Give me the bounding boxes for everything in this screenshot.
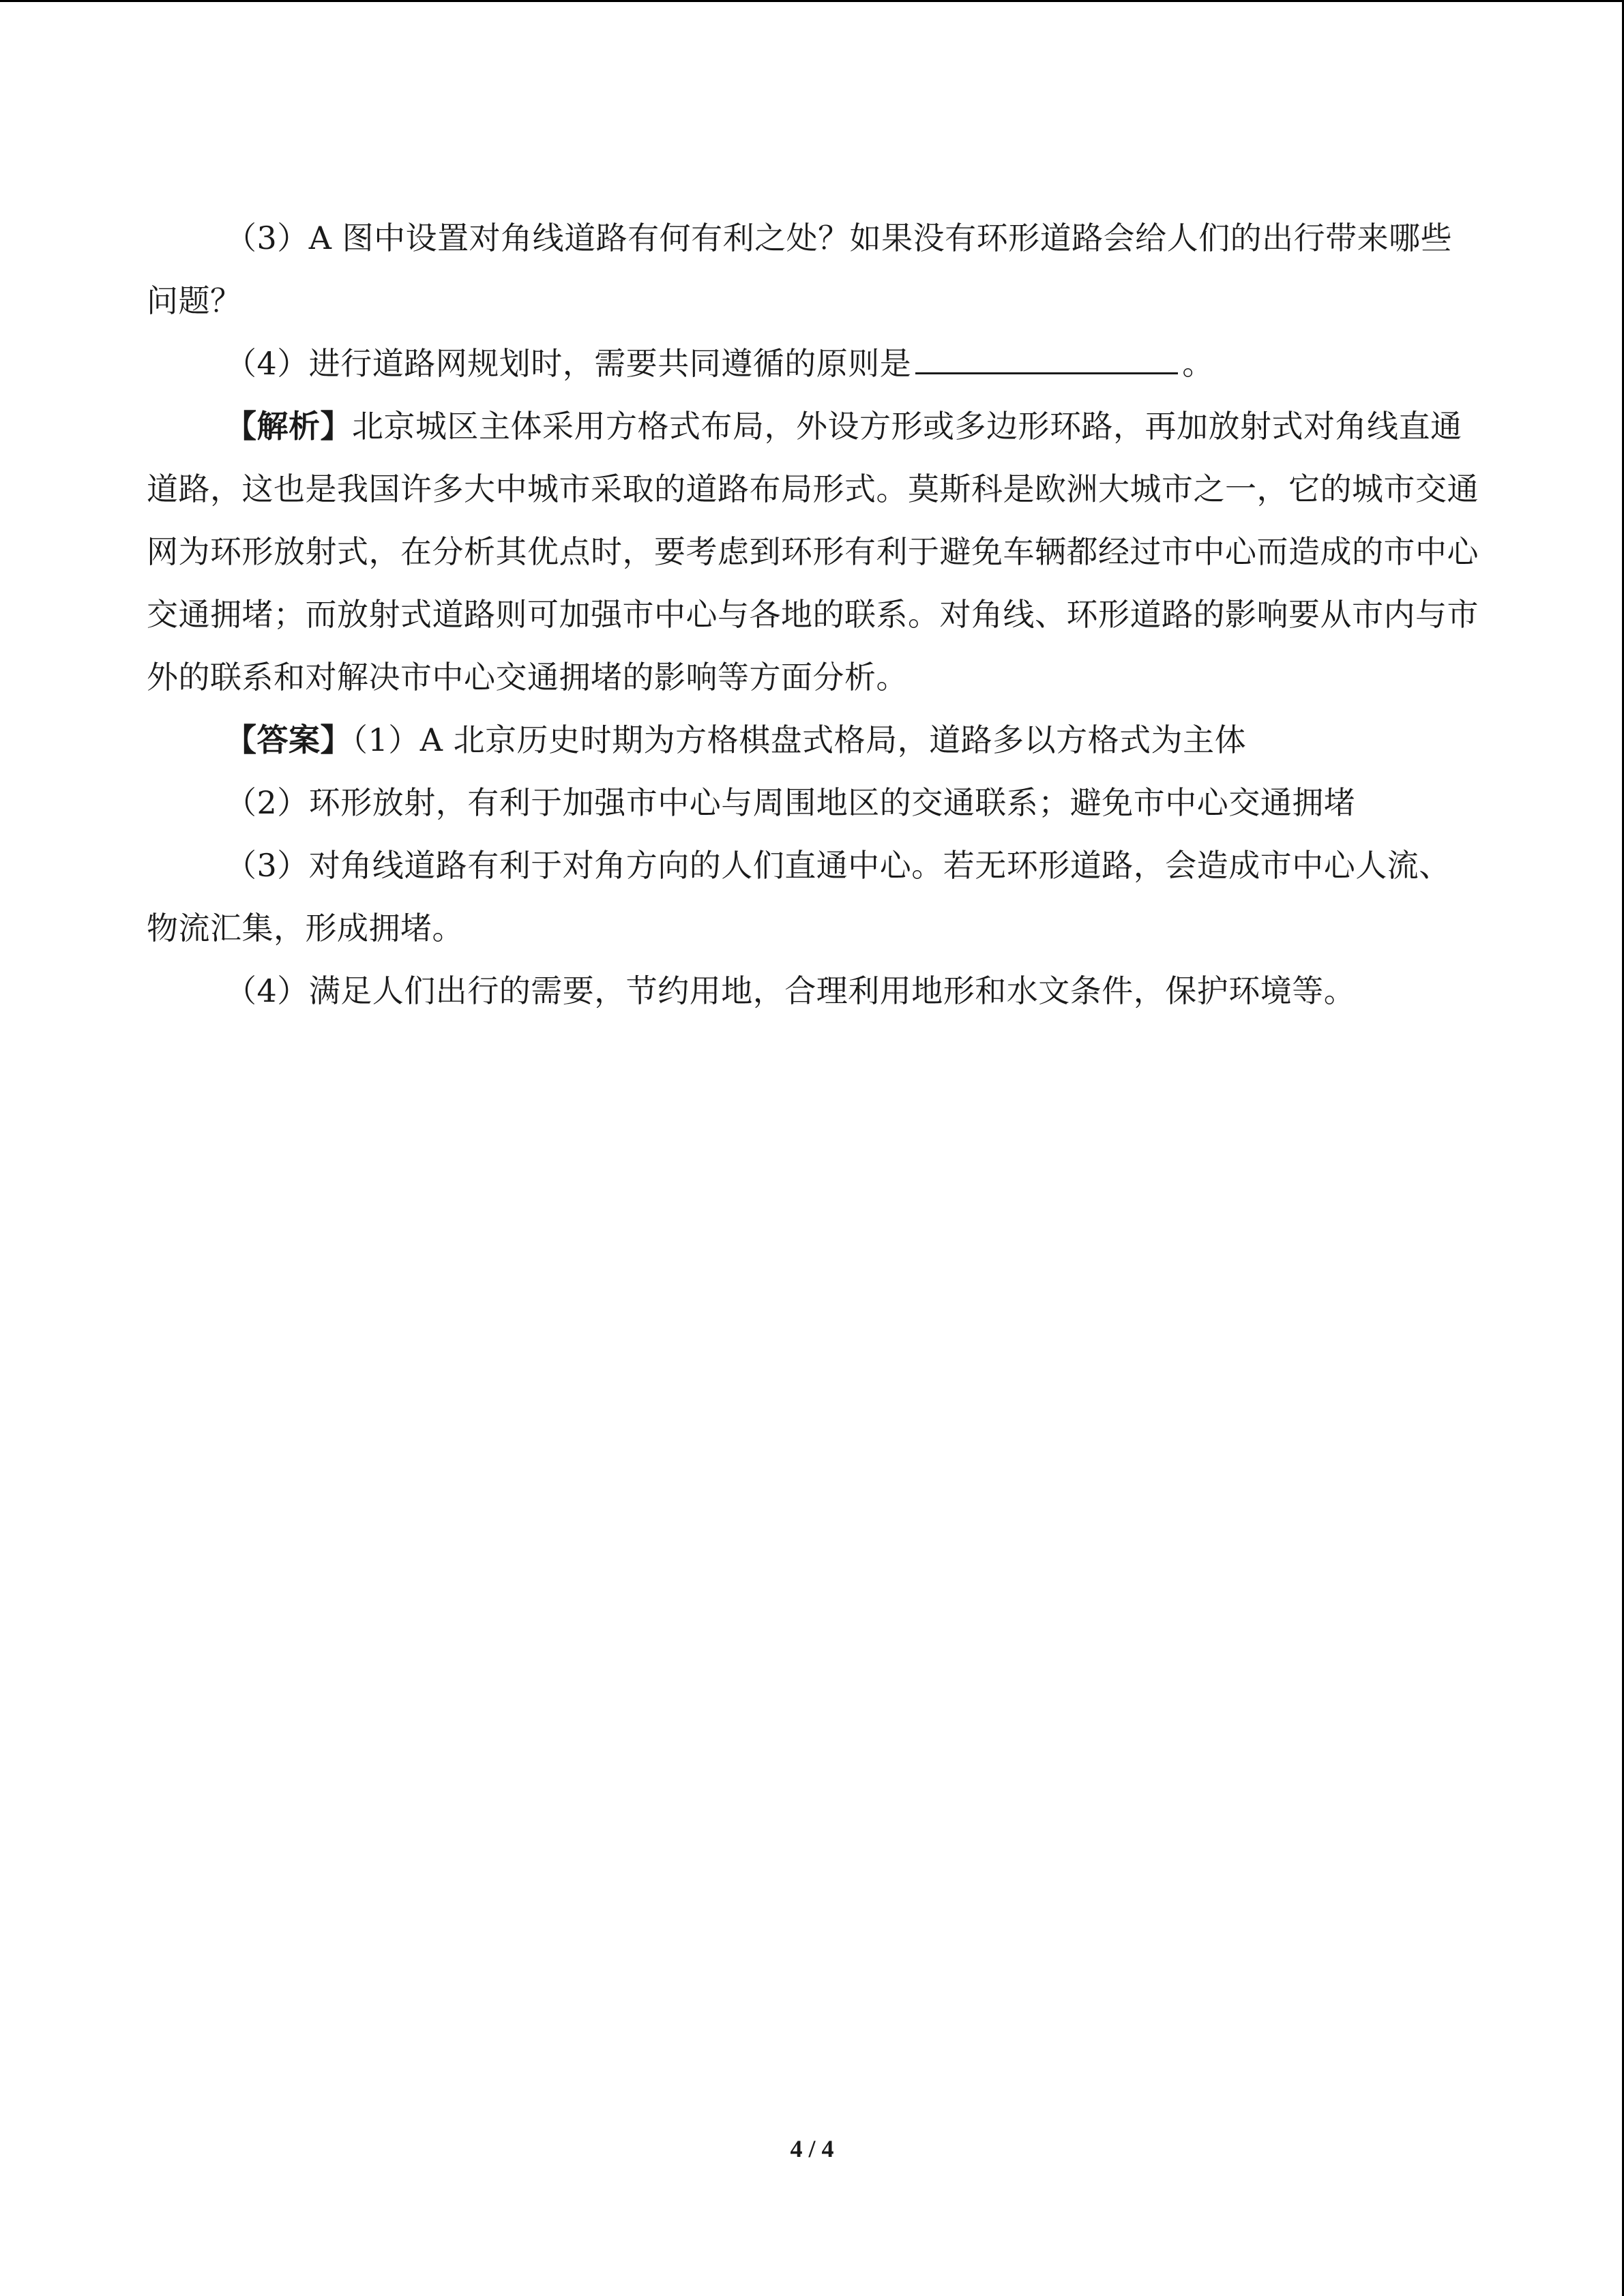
answer-4-text: （4）满足人们出行的需要，节约用地，合理利用地形和水文条件，保护环境等。 xyxy=(225,972,1356,1009)
answer-blank xyxy=(915,345,1178,374)
page-number: 4 / 4 xyxy=(790,2135,834,2162)
answer-3 xyxy=(147,834,1480,959)
answer-label: 【答案】 xyxy=(225,721,352,758)
document-body xyxy=(147,207,1480,1022)
question-3 xyxy=(147,207,1480,332)
analysis-text: 北京城区主体采用方格式布局，外设方形或多边形环路，再加放射式对角线直通道路，这也是我国许多大中城市采取的道路布局形式。莫斯科是欧洲大城市之一，它的城市交通网为环形放射式，在分析其优点时，要考虑到环形有利于避免车辆都经过市中心而造成的市中心交通拥堵；而放射式道路则可加强市中心与各地的联系。对角线、环形道路的影响要从市内与市外的联系和对解决市中心交通拥堵的影响等方面分析。 xyxy=(147,408,1479,696)
answer-2-text: （2）环形放射，有利于加强市中心与周围地区的交通联系；避免市中心交通拥堵 xyxy=(225,784,1356,821)
answer-4 xyxy=(147,959,1480,1022)
question-3-text: （3）A 图中设置对角线道路有何有利之处？如果没有环形道路会给人们的出行带来哪些问题？ xyxy=(147,220,1453,319)
question-4-text: （4）进行道路网规划时，需要共同遵循的原则是 xyxy=(225,345,912,382)
analysis-label: 【解析】 xyxy=(225,408,352,445)
answer-2 xyxy=(147,771,1480,834)
answer-3-text: （3）对角线道路有利于对角方向的人们直通中心。若无环形道路，会造成市中心人流、物流汇集，形成拥堵。 xyxy=(147,847,1451,946)
answer-1 xyxy=(147,709,1480,771)
question-4 xyxy=(147,332,1480,395)
analysis-paragraph xyxy=(147,395,1480,709)
question-4-end: 。 xyxy=(1182,345,1214,382)
answer-1-text: （1）A 北京历史时期为方格棋盘式格局，道路多以方格式为主体 xyxy=(352,721,1247,758)
